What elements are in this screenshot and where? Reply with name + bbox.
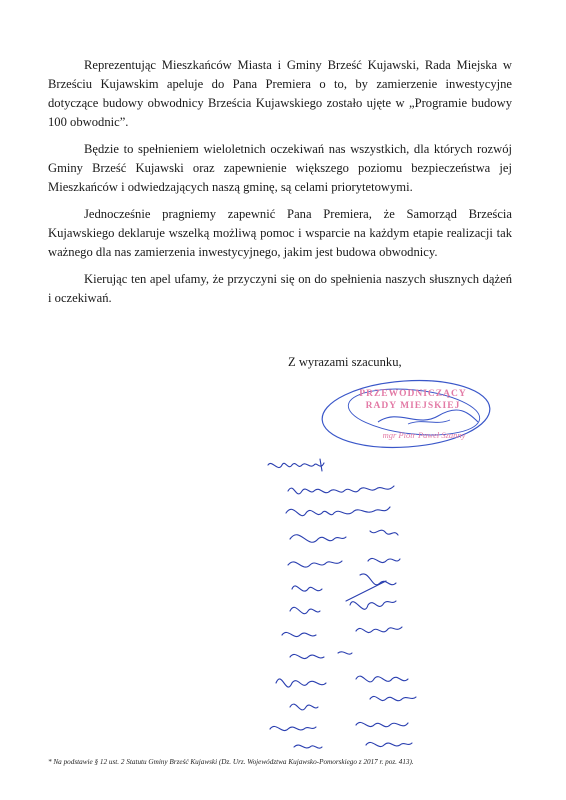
signature-6	[292, 574, 396, 601]
signature-5	[288, 558, 400, 567]
paragraph-2: Będzie to spełnieniem wieloletnich oczekiwań nas wszystkich, dla których rozwój Gminy Brześć Kujawski oraz zapewnienie większego poziomu bezpieczeństwa jej Mieszkańców i odwiedzających naszą gminę, są celami priorytetowymi.	[48, 142, 512, 194]
signature-block	[260, 455, 500, 755]
signature-8	[282, 627, 402, 637]
signature-11	[290, 696, 416, 709]
paragraph-3: Jednocześnie pragniemy zapewnić Pana Premiera, że Samorząd Brześcia Kujawskiego deklaruje wszelką możliwą pomoc i wsparcie na każdym etapie realizacji tak ważnego dla nas zamierzenia inwestycyjnego, jakim jest budowa obwodnicy.	[48, 207, 512, 259]
signature-7	[290, 601, 396, 614]
paragraph-4: Kierując ten apel ufamy, że przyczyni się on do spełnienia naszych słusznych dążeń i oczekiwań.	[48, 272, 512, 305]
stamp-title: PRZEWODNICZĄCY	[359, 389, 467, 399]
signature-12	[270, 722, 408, 730]
paragraph-1: Reprezentując Mieszkańców Miasta i Gminy Brześć Kujawski, Rada Miejska w Brześciu Kujawskim apeluje do Pana Premiera o to, by zamierzenie inwestycyjne dotyczące budowy obwodnicy Brześcia Kujawskiego zostało ujęte w „Programie budowy 100 obwodnic”.	[48, 58, 512, 129]
signature-3	[286, 507, 390, 516]
letter-body	[48, 56, 512, 316]
stamp-subtitle: RADY MIEJSKIEJ	[365, 401, 461, 411]
signature-10	[276, 676, 408, 687]
signature-4	[290, 530, 398, 542]
signature-13	[294, 742, 412, 748]
footnote: * Na podstawie § 12 ust. 2 Statutu Gminy Brześć Kujawski (Dz. Urz. Województwa Kujawsko-Pomorskiego z 2017 r. poz. 413).	[48, 758, 414, 766]
chairman-stamp	[318, 378, 498, 458]
stamp-name: mgr Piotr Paweł Szanny	[382, 430, 466, 440]
signature-2	[288, 486, 394, 494]
signature-1	[268, 459, 324, 471]
closing-salutation: Z wyrazami szacunku,	[288, 355, 402, 369]
signature-9	[290, 652, 352, 659]
